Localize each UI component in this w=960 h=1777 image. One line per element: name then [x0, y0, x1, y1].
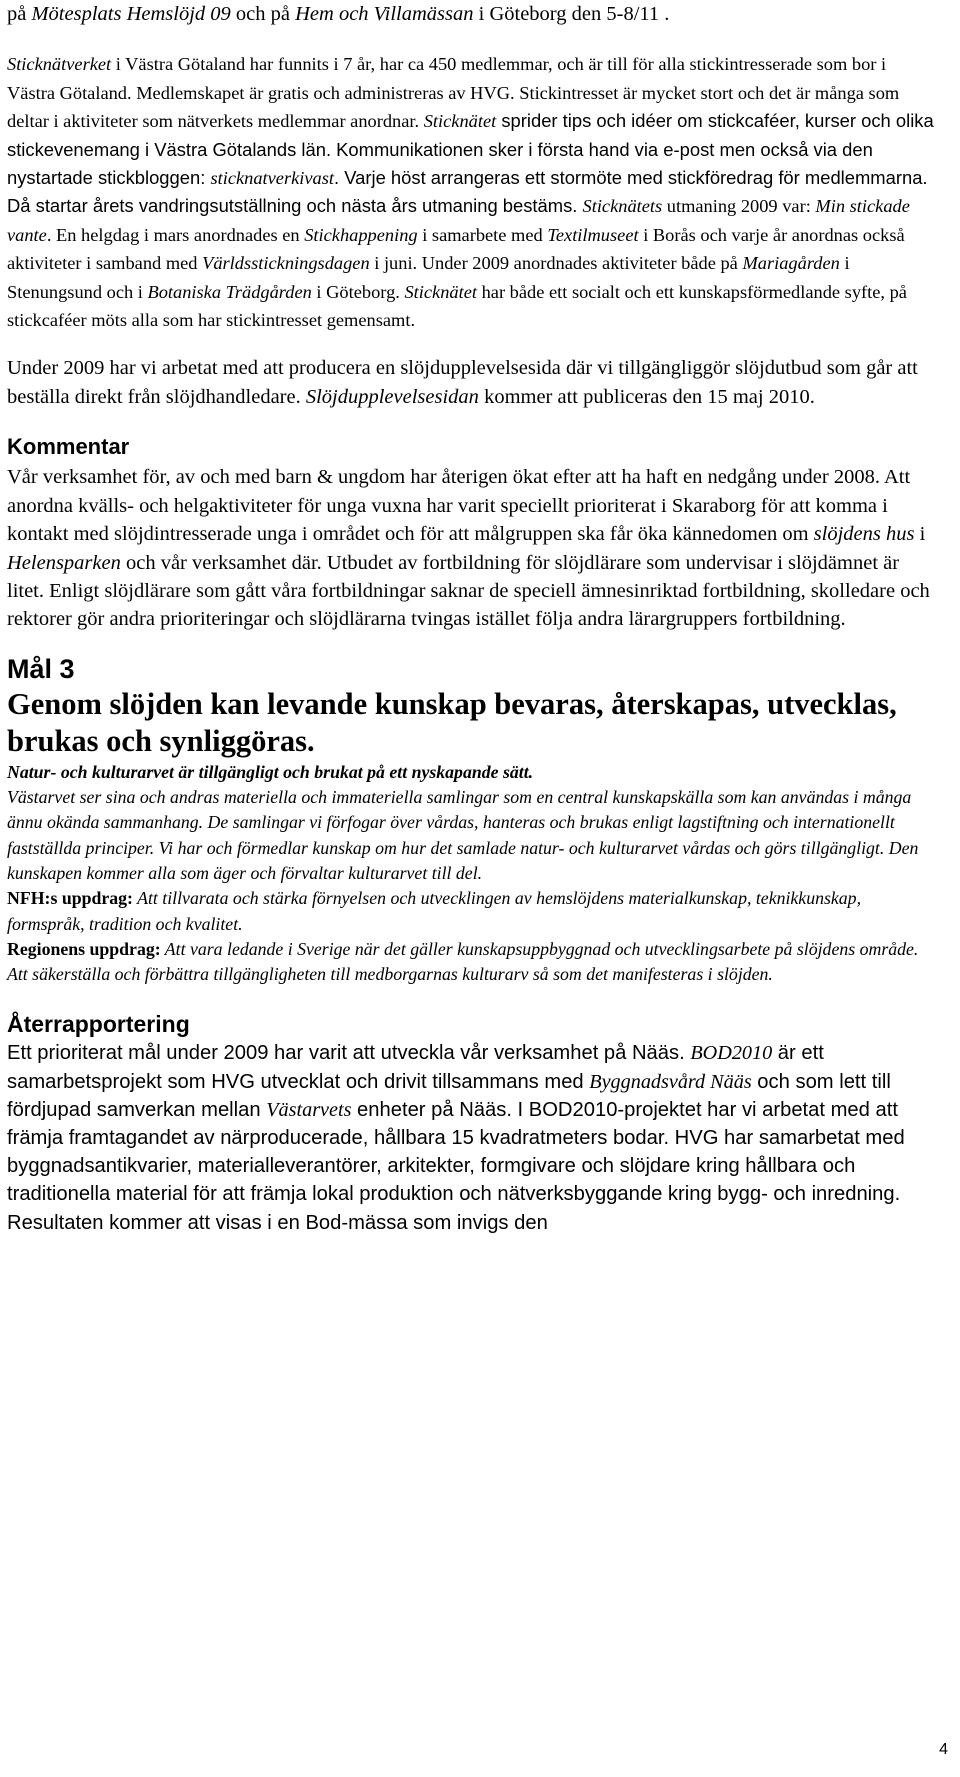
org-name: Västarvets: [266, 1098, 352, 1121]
region-label: Regionens uppdrag:: [7, 938, 161, 959]
project-name: BOD2010: [690, 1042, 773, 1065]
text-run: Under 2009 har vi arbetat med att producera en slöjdupplevelsesida där vi tillgängliggör slöjdutbud som går att beställa direkt från slöjdhandledare.: [7, 357, 918, 408]
page-number: 4: [939, 1741, 948, 1758]
network-name: Sticknätverket: [7, 54, 112, 75]
text-run: i: [914, 523, 926, 546]
event-name: Mötesplats Hemslöjd 09: [31, 3, 231, 25]
region-text: Att vara ledande i Sverige när det gäller kunskapsuppbyggnad och utvecklingsarbete på slöjdens område. Att säkerställa och förbättra tillgängligheten till medborgarnas kulturarv så som det manifesteras i slöjden.: [7, 938, 919, 985]
event-name: Stickhappening: [304, 224, 418, 245]
text-run: Vår verksamhet för, av och med barn & ungdom har återigen ökat efter att ha haft en nedgång under 2008. Att anordna kvälls- och helgaktiviteter för unga vuxna har varit speciellt prioriterat i Skaraborg för att komma i kontakt med slöjdintresserade unga i området och för att målgruppen ska får öka kännedomen om: [7, 466, 911, 546]
place-name: Mariagården: [742, 253, 840, 274]
mal3-subheading: Natur- och kulturarvet är tillgängligt och brukat på ett nyskapande sätt.: [7, 761, 534, 782]
text-run: . Varje höst arrangeras ett stormöte med stickföredrag för medlemmarna. Då startar årets vandringsutställning och nästa års utmaning bestäms.: [7, 167, 928, 217]
text-run: enheter på Nääs. I BOD2010-projektet har vi arbetat med att främja framtagandet av närproducerade, hållbara 15 kvadratmeters bodar. HVG har samarbetat med byggnadsantikvarier, materialleverantörer, arkitekter, formgivare och slöjdare kring hållbara och traditionella material för att främja lokal produktion och nätverksbyggande kring bygg- och inredning. Resultaten kommer att visas i en Bod-mässa som invigs den: [7, 1098, 905, 1234]
place-name: Botaniska Trädgården: [147, 281, 312, 302]
network-name: Sticknätet: [423, 111, 497, 132]
document-page: [7, 0, 937, 1237]
text-run: i Västra Götaland har funnits i 7 år, har ca 450 medlemmar, och är till för alla stickintresserade som bor i Västra Götaland. Medlemskapet är gratis och administreras av HVG. Stickintresset är mycket stort och det är många som deltar i aktiviteter som nätverkets medlemmar anordnar.: [7, 54, 900, 132]
text-run: . En helgdag i mars anordnades en: [46, 224, 305, 245]
text-run: och vår verksamhet där. Utbudet av fortbildning för slöjdlärare som undervisar i slöjdämnet är litet. Enligt slöjdlärare som gått våra fortbildningar saknar de speciell ämnesinriktad fortbildning, skolledare och rektorer gör andra prioriteringar och slöjdlärarna tvingas istället följa andra lärargruppers fortbildning.: [7, 551, 930, 631]
heading-aterrapportering: Återrapportering: [7, 1011, 190, 1038]
place-name: Helensparken: [7, 551, 121, 574]
event-name: Hem och Villamässan: [295, 3, 474, 25]
text-run: i Stenungsund och i: [7, 253, 850, 302]
network-name: Sticknätet: [404, 281, 477, 302]
event-name: Världsstickningsdagen: [202, 253, 370, 274]
goal-statement: Genom slöjden kan levande kunskap bevaras, återskapas, utvecklas, brukas och synliggöras.: [7, 686, 897, 758]
text-run: på: [7, 3, 32, 25]
site-name: Slöjdupplevelsesidan: [305, 385, 479, 408]
text-run: i Borås och varje år anordnas också aktiviteter i samband med: [7, 224, 905, 274]
text-run: är ett samarbetsprojekt som HVG utvecklat och drivit tillsammans med: [7, 1042, 824, 1093]
challenge-name: Min stickade vante: [7, 196, 910, 245]
text-run: och som lett till fördjupad samverkan mellan: [7, 1070, 891, 1121]
org-name: Byggnadsvård Nääs: [589, 1070, 752, 1093]
nfh-label: NFH:s uppdrag:: [7, 888, 133, 909]
place-name: slöjdens hus: [813, 523, 915, 546]
text-run: utmaning 2009 var:: [662, 196, 816, 217]
paragraph-sticknatverket: [7, 50, 937, 334]
heading-mal-3: Mål 3: [7, 653, 75, 684]
paragraph-kommentar: [7, 463, 937, 633]
text-run: i Göteborg den 5-8/11 .: [473, 3, 670, 25]
paragraph-aterrapportering: [7, 1039, 937, 1236]
text-run: sprider tips och idéer om stickcaféer, kurser och olika stickevenemang i Västra Götalands län. Kommunikationen sker i första hand via e-post men också via den nystartade stickbloggen:: [7, 110, 934, 189]
nfh-text: Att tillvarata och stärka förnyelsen och utvecklingen av hemslöjdens materialkunskap, teknikkunskap, formspråk, tradition och kvalitet.: [7, 888, 862, 934]
paragraph-slojdupplevelse: [7, 354, 937, 411]
text-run: och på: [230, 3, 296, 25]
text-run: kommer att publiceras den 15 maj 2010.: [478, 385, 815, 408]
network-name: Sticknätets: [582, 196, 663, 217]
text-run: i samarbete med: [417, 224, 548, 245]
mal3-text: Västarvet ser sina och andras materiella och immateriella samlingar som en central kunskapskälla som kan användas i många ännu okända sammanhang. De samlingar vi förfogar över vårdas, hanteras och brukas enligt lagstiftning och internationellt fastställda principer. Vi har och förmedlar kunskap om hur det samlade natur- och kulturarvet vårdas och görs tillgängligt. Den kunskapen kommer alla som äger och förvaltar kulturarvet till del.: [7, 787, 919, 883]
blog-name: sticknatverkivast: [210, 168, 335, 189]
museum-name: Textilmuseet: [547, 224, 639, 245]
text-run: i Göteborg.: [311, 281, 405, 302]
mal3-block: [7, 760, 937, 988]
heading-kommentar: Kommentar: [7, 434, 130, 460]
text-run: i juni. Under 2009 anordnades aktiviteter både på: [369, 253, 743, 274]
intro-line: [7, 0, 937, 28]
text-run: Ett prioriterat mål under 2009 har varit att utveckla vår verksamhet på Nääs.: [7, 1042, 691, 1065]
text-run: har både ett socialt och ett kunskapsförmedlande syfte, på stickcaféer möts alla som har stickintresset gemensamt.: [7, 281, 907, 331]
